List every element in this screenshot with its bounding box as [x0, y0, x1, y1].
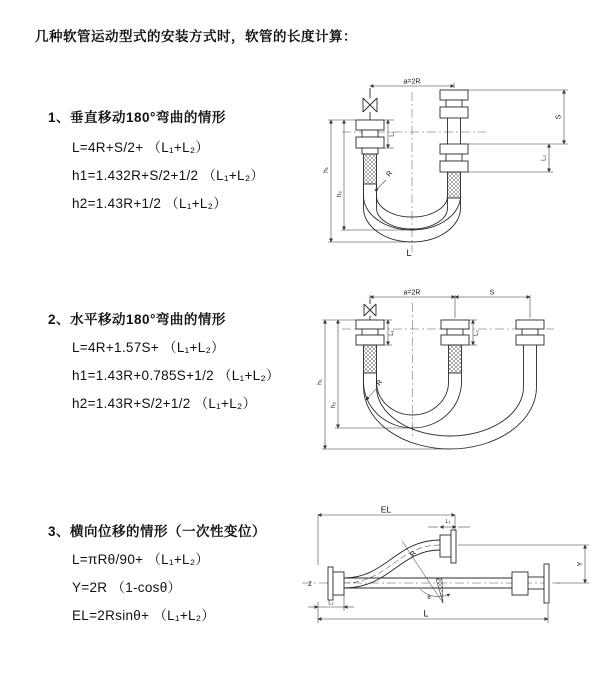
- dim-label-L1: L₁: [389, 330, 395, 336]
- dim-label-h2: h₂: [330, 401, 337, 409]
- right-fitting: [516, 320, 544, 345]
- section-3-formula-L: L=πRθ/90+ （L₁+L₂）: [72, 552, 210, 567]
- section-1-formula-L: L=4R+S/2+ （L₁+L₂）: [72, 140, 210, 155]
- axis-mark-Z: Z: [308, 582, 312, 588]
- upper-flange: [440, 530, 456, 563]
- dim-label-h1: h₁: [316, 379, 324, 385]
- dim-label-a2R: a=2R: [403, 78, 421, 86]
- section-2-formula-L: L=4R+1.57S+ （L₁+L₂）: [72, 340, 225, 355]
- left-flange: [328, 567, 344, 600]
- section-2-formula-h2: h2=1.43R+S/2+1/2 （L₁+L₂）: [72, 396, 257, 411]
- page-title: 几种软管运动型式的安装方式时，软管的长度计算：: [35, 29, 357, 44]
- diagram-lateral-displacement: [298, 503, 598, 638]
- dim-label-L2: L₂: [541, 155, 548, 161]
- dim-label-a2R: a=2R: [403, 289, 421, 297]
- dim-label-Y: Y: [577, 561, 584, 567]
- section-3-heading: 3、横向位移的情形（一次性变位）: [48, 524, 267, 539]
- dim-label-R: R: [409, 550, 419, 559]
- section-3-formula-EL: EL=2Rsinθ+ （L₁+L₂）: [72, 608, 216, 623]
- section-3-formula-Y: Y=2R （1-cosθ）: [72, 580, 182, 595]
- right-fittings: [440, 90, 468, 198]
- dim-label-L2: L₂: [474, 330, 480, 336]
- section-1-formula-h1: h1=1.432R+S/2+1/2 （L₁+L₂）: [72, 168, 265, 183]
- diagram-vertical-180-bend: [302, 72, 592, 262]
- middle-fitting: [441, 320, 469, 373]
- right-fitting: [512, 564, 549, 603]
- dim-label-S: S: [555, 114, 563, 120]
- left-fitting: [356, 120, 384, 184]
- valve-icon: [364, 299, 376, 320]
- dim-label-EL: EL: [380, 504, 392, 515]
- dim-label-h1: h₁: [322, 167, 330, 173]
- section-1-heading: 1、垂直移动180°弯曲的情形: [48, 110, 226, 125]
- section-2-heading: 2、水平移动180°弯曲的情形: [48, 312, 226, 327]
- dim-label-theta: θ: [427, 595, 431, 601]
- dim-label-S: S: [489, 289, 495, 297]
- dim-label-L: L: [423, 608, 429, 619]
- dim-label-L: L: [406, 248, 412, 258]
- section-1-formula-h2: h2=1.43R+1/2 （L₁+L₂）: [72, 196, 228, 211]
- dim-label-h2: h₂: [336, 190, 343, 198]
- valve-icon: [363, 88, 377, 120]
- dim-label-R: R: [375, 378, 385, 388]
- dim-label-R: R: [385, 169, 395, 179]
- dim-label-L1: L₁: [445, 519, 451, 525]
- dim-label-L1: L₁: [389, 131, 396, 137]
- hose-drawing: [344, 540, 512, 588]
- left-fitting: [356, 320, 384, 373]
- dim-label-L2: L₂: [328, 600, 334, 607]
- section-2-formula-h1: h1=1.43R+0.785S+1/2 （L₁+L₂）: [72, 368, 280, 383]
- diagram-horizontal-180-bend: [300, 287, 600, 462]
